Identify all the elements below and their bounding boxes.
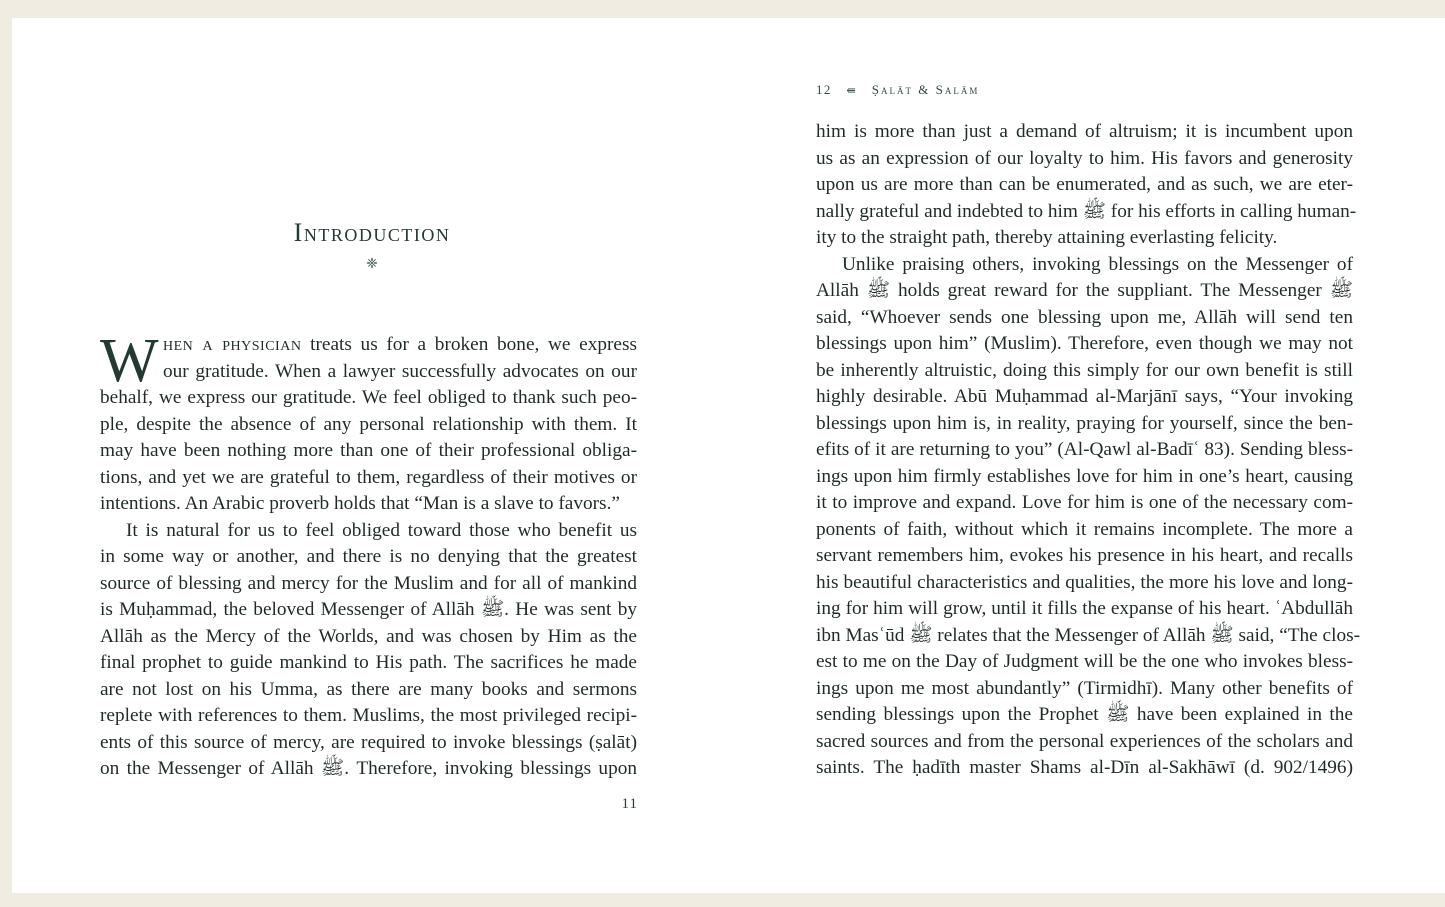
text-line: blessings upon him is, in reality, praying for yourself, since the ben- — [816, 412, 1353, 434]
text-line: Allāh as the Mercy of the Worlds, and was chosen by Him as the — [100, 625, 637, 647]
text-line: blessings upon him” (Muslim). Therefore, even though we may not — [816, 333, 1353, 354]
text-line: may have been nothing more than one of their professional obliga- — [100, 440, 637, 461]
right-page — [728, 18, 1445, 893]
text-line: Allāh ﷺ holds great reward for the suppliant. The Messenger ﷺ — [816, 280, 1353, 301]
text-line: upon us are more than can be enumerated, and as such, we are eter- — [816, 174, 1353, 195]
text-line: behalf, we express our gratitude. We feel obliged to thank such peo- — [100, 387, 637, 408]
text-line: are not lost on his Umma, as there are many books and sermons — [100, 678, 637, 700]
text-line: sacred sources and from the personal experiences of the scholars and — [816, 730, 1353, 752]
drop-cap: W — [100, 327, 159, 395]
text-line: ple, despite the absence of any personal relationship with them. It — [100, 413, 637, 435]
text-line: replete with references to them. Muslims, the most privileged recipi- — [100, 705, 637, 726]
text-line: tions, and yet we are grateful to them, regardless of their motives or — [100, 466, 637, 488]
text-line: ings upon me most abundantly” (Tirmidhī). Many other benefits of — [816, 677, 1353, 699]
text-line: our gratitude. When a lawyer successfully advocates on our — [163, 360, 637, 382]
text-line: ing for him will grow, until it fills the expanse of his heart. ʿAbdullāh — [816, 598, 1353, 619]
text-line: est to me on the Day of Judgment will be the one who invokes bless- — [816, 651, 1353, 672]
text-line: him is more than just a demand of altruism; it is incumbent upon — [816, 121, 1353, 142]
text-line: highly desirable. Abū Muḥammad al-Marjānī says, “Your invoking — [816, 386, 1353, 407]
running-head — [816, 82, 979, 98]
book-spread — [12, 18, 1445, 893]
text-line: source of blessing and mercy for the Muslim and for all of mankind — [100, 572, 637, 594]
text-line: intentions. An Arabic proverb holds that “Man is a slave to favors.” — [100, 493, 620, 514]
text-line: his beautiful characteristics and qualities, the more his love and long- — [816, 571, 1353, 593]
lead-in: hen a physician — [163, 334, 302, 355]
text-line: servant remembers him, evokes his presence in his heart, and recalls — [816, 545, 1353, 566]
text-line: it to improve and expand. Love for him is one of the necessary com- — [816, 492, 1353, 513]
text-line: It is natural for us to feel obliged toward those who benefit us — [126, 519, 637, 541]
text-line: final prophet to guide mankind to His path. The sacrifices he made — [100, 652, 637, 673]
text-line: ponents of faith, without which it remains incomplete. The more a — [816, 518, 1353, 540]
text-line: saints. The ḥadīth master Shams al-Dīn al-Sakhāwī (d. 902/1496) — [816, 757, 1353, 778]
text-line: ibn Masʿūd ﷺ relates that the Messenger of Allāh ﷺ said, “The clos- — [816, 624, 1361, 646]
text-line: ents of this source of mercy, are required to invoke blessings (ṣalāt) — [100, 731, 637, 753]
text-line: sending blessings upon the Prophet ﷺ have been explained in the — [816, 704, 1353, 725]
text-line: us as an expression of our loyalty to him. His favors and generosity — [816, 147, 1353, 169]
text-line: hen a physician treats us for a broken bone, we express — [163, 334, 637, 355]
flower-ornament-icon: ❈ — [366, 257, 378, 272]
text-line: in some way or another, and there is no denying that the greatest — [100, 546, 637, 567]
text-line: ity to the straight path, thereby attaining everlasting felicity. — [816, 227, 1278, 248]
text-line: efits of it are returning to you” (Al-Qawl al-Badīʿ 83). Sending bless- — [816, 439, 1353, 460]
text-line: be inherently altruistic, doing this simply for our own benefit is still — [816, 359, 1353, 381]
text-line: ings upon him firmly establishes love for him in one’s heart, causing — [816, 465, 1353, 487]
chapter-title: Introduction — [293, 218, 451, 247]
page-number: 11 — [621, 796, 638, 812]
running-head-title: Ṣalāt & Salām — [871, 82, 980, 97]
arrow-ornament-icon: ⇚ — [846, 85, 858, 97]
left-page — [12, 18, 728, 893]
text-line: nally grateful and indebted to him ﷺ for his efforts in calling human- — [816, 200, 1357, 222]
page-number: 12 — [816, 82, 832, 97]
text-line: Unlike praising others, invoking blessings on the Messenger of — [842, 253, 1353, 275]
text-line: on the Messenger of Allāh ﷺ. Therefore, invoking blessings upon — [100, 758, 637, 779]
text-line: is Muḥammad, the beloved Messenger of Allāh ﷺ. He was sent by — [100, 599, 637, 620]
text-line: said, “Whoever sends one blessing upon me, Allāh will send ten — [816, 306, 1353, 328]
